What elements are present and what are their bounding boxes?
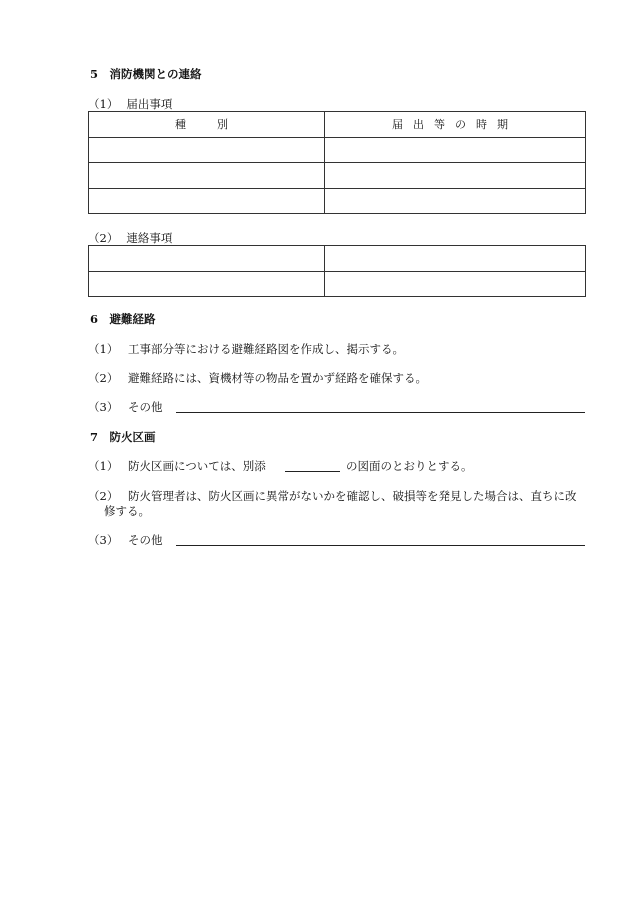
section-5-sub2 bbox=[88, 230, 172, 246]
item-text-after: の図面のとおりとする。 bbox=[346, 459, 473, 473]
col-type-header: 種 別 bbox=[89, 112, 325, 138]
attachment-blank-line[interactable] bbox=[285, 471, 340, 472]
item-text-line1: 防火管理者は、防火区画に異常がないかを確認し、破損等を発見した場合は、直ちに改 bbox=[128, 489, 577, 503]
item-number: （1） bbox=[88, 342, 119, 356]
table-cell[interactable] bbox=[89, 188, 325, 214]
section-6-item-3 bbox=[88, 399, 163, 415]
section-6-item-1 bbox=[88, 341, 404, 357]
table-cell[interactable] bbox=[325, 163, 586, 189]
sub2-label: 連絡事項 bbox=[126, 231, 173, 245]
item-text: その他 bbox=[128, 400, 163, 414]
table-row bbox=[89, 246, 586, 272]
section-6-item-2 bbox=[88, 370, 427, 386]
item-number: （2） bbox=[88, 489, 119, 503]
table-cell[interactable] bbox=[89, 246, 325, 272]
section-5-heading: 5 消防機関との連絡 bbox=[90, 67, 202, 81]
table-cell[interactable] bbox=[325, 137, 586, 163]
section-7-heading: 7 防火区画 bbox=[90, 430, 156, 444]
sub1-label: 届出事項 bbox=[126, 97, 173, 111]
table-cell[interactable] bbox=[325, 188, 586, 214]
item-text: 工事部分等における避難経路図を作成し、掲示する。 bbox=[128, 342, 404, 356]
table-row bbox=[89, 188, 586, 214]
table-cell[interactable] bbox=[89, 137, 325, 163]
item-number: （3） bbox=[88, 400, 119, 414]
other-fill-line-6[interactable] bbox=[176, 412, 585, 413]
section-6-heading: 6 避難経路 bbox=[90, 312, 156, 326]
item-number: （2） bbox=[88, 371, 119, 385]
table-row bbox=[89, 137, 586, 163]
notification-table bbox=[88, 111, 586, 214]
section-5-sub1 bbox=[88, 96, 172, 112]
table-cell[interactable] bbox=[325, 246, 586, 272]
table-cell[interactable] bbox=[89, 163, 325, 189]
section-7-item-3 bbox=[88, 532, 163, 548]
item-text: その他 bbox=[128, 533, 163, 547]
item-text-before: 防火区画については、別添 bbox=[128, 459, 266, 473]
col-timing-header: 届出等の時期 bbox=[325, 112, 586, 138]
item-text-line2: 修する。 bbox=[104, 504, 150, 518]
section-7-item-1 bbox=[88, 458, 266, 474]
table-cell[interactable] bbox=[89, 271, 325, 297]
item-number: （1） bbox=[88, 459, 119, 473]
table-row bbox=[89, 163, 586, 189]
item-text: 避難経路には、資機材等の物品を置かず経路を確保する。 bbox=[128, 371, 427, 385]
sub1-number: （1） bbox=[88, 97, 119, 111]
sub2-number: （2） bbox=[88, 231, 119, 245]
table-row bbox=[89, 271, 586, 297]
section-7-item-2 bbox=[88, 488, 577, 504]
table-cell[interactable] bbox=[325, 271, 586, 297]
contact-table bbox=[88, 245, 586, 297]
table-header-row bbox=[89, 112, 586, 138]
other-fill-line-7[interactable] bbox=[176, 545, 585, 546]
item-number: （3） bbox=[88, 533, 119, 547]
